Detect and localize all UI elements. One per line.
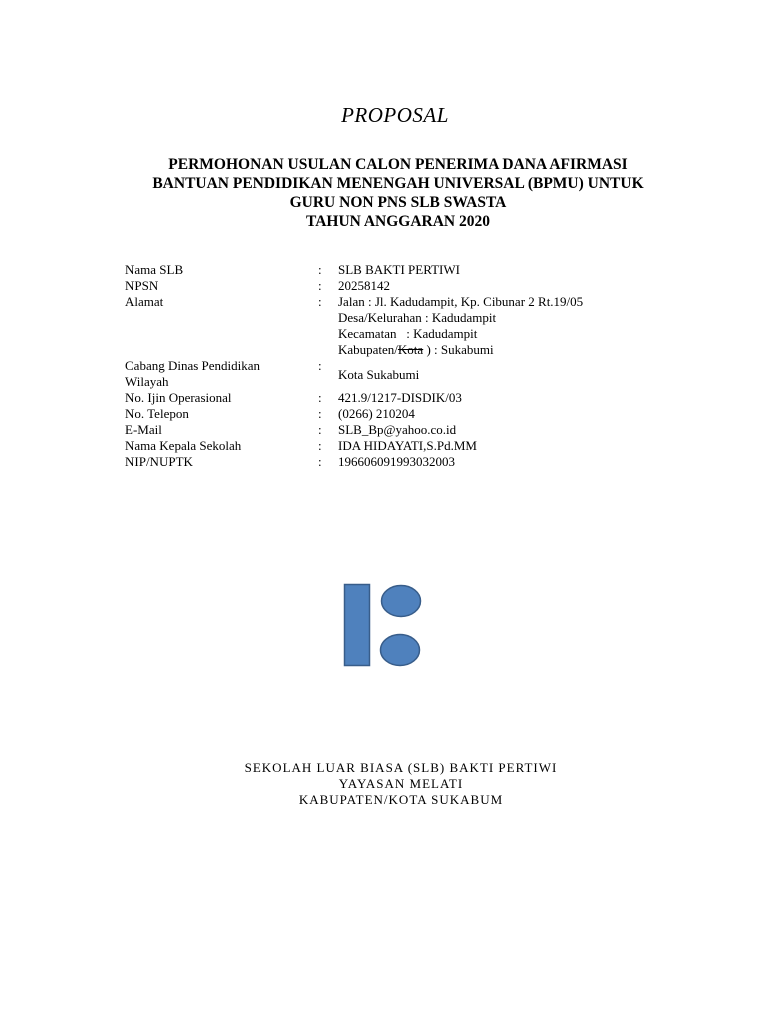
ijin-label: No. Ijin Operasional — [125, 390, 232, 405]
kota-strikethrough: Kota — [397, 342, 424, 357]
footer-line-2: YAYASAN MELATI — [338, 776, 464, 791]
alamat-label: Alamat — [125, 294, 164, 309]
info-row-alamat — [125, 294, 583, 358]
cabang-value: Kota Sukabumi — [338, 367, 420, 382]
nama-value: SLB BAKTI PERTIWI — [338, 262, 460, 277]
footer-line-1: SEKOLAH LUAR BIASA (SLB) BAKTI PERTIWI — [244, 760, 558, 775]
colon: : — [318, 358, 322, 373]
nip-value: 196606091993032003 — [338, 454, 455, 469]
colon: : — [318, 278, 322, 293]
info-row-nip — [125, 454, 583, 470]
kepala-label: Nama Kepala Sekolah — [125, 438, 242, 453]
telepon-label: No. Telepon — [125, 406, 189, 421]
ijin-value: 421.9/1217-DISDIK/03 — [338, 390, 462, 405]
school-logo — [340, 582, 430, 672]
cabang-label — [125, 358, 318, 390]
logo-bar — [345, 585, 370, 666]
proposal-subtitle — [0, 155, 768, 231]
info-row-telepon — [125, 406, 583, 422]
info-row-cabang — [125, 358, 583, 390]
email-label: E-Mail — [125, 422, 162, 437]
subtitle-line-3: GURU NON PNS SLB SWASTA — [289, 194, 507, 211]
cabang-label-line-1: Cabang Dinas Pendidikan — [125, 358, 261, 373]
colon: : — [318, 262, 322, 277]
kabupaten-suffix: ) : Sukabumi — [423, 342, 494, 357]
colon: : — [318, 454, 322, 469]
school-info-table — [125, 262, 583, 470]
npsn-value: 20258142 — [338, 278, 390, 293]
alamat-jalan: Jalan : Jl. Kadudampit, Kp. Cibunar 2 Rt.19/05 — [338, 294, 584, 309]
alamat-desa: Desa/Kelurahan : Kadudampit — [338, 310, 497, 325]
colon: : — [318, 406, 322, 421]
alamat-value — [338, 294, 583, 358]
footer-institution — [0, 760, 768, 808]
email-value: SLB_Bp@yahoo.co.id — [338, 422, 457, 437]
page-title: PROPOSAL — [341, 103, 449, 127]
alamat-kecamatan: Kecamatan : Kadudampit — [338, 326, 478, 341]
npsn-label: NPSN — [125, 278, 159, 293]
kepala-value: IDA HIDAYATI,S.Pd.MM — [338, 438, 477, 453]
colon: : — [318, 438, 322, 453]
nama-label: Nama SLB — [125, 262, 184, 277]
nip-label: NIP/NUPTK — [125, 454, 193, 469]
telepon-value: (0266) 210204 — [338, 406, 415, 421]
colon: : — [318, 422, 322, 437]
colon: : — [318, 294, 322, 309]
logo-circle-top — [382, 586, 421, 617]
subtitle-line-4: TAHUN ANGGARAN 2020 — [306, 213, 490, 230]
subtitle-line-2: BANTUAN PENDIDIKAN MENENGAH UNIVERSAL (BPMU) UNTUK — [152, 175, 644, 192]
info-row-npsn — [125, 278, 583, 294]
info-row-email — [125, 422, 583, 438]
alamat-kabupaten — [338, 342, 583, 358]
info-row-ijin — [125, 390, 583, 406]
logo-circle-bottom — [381, 635, 420, 666]
info-row-nama — [125, 262, 583, 278]
footer-line-3: KABUPATEN/KOTA SUKABUM — [298, 792, 504, 807]
cabang-label-line-2: Wilayah — [125, 374, 169, 389]
subtitle-line-1: PERMOHONAN USULAN CALON PENERIMA DANA AFIRMASI — [168, 156, 628, 173]
kabupaten-prefix: Kabupaten/ — [338, 342, 398, 357]
info-row-kepala — [125, 438, 583, 454]
colon: : — [318, 390, 322, 405]
